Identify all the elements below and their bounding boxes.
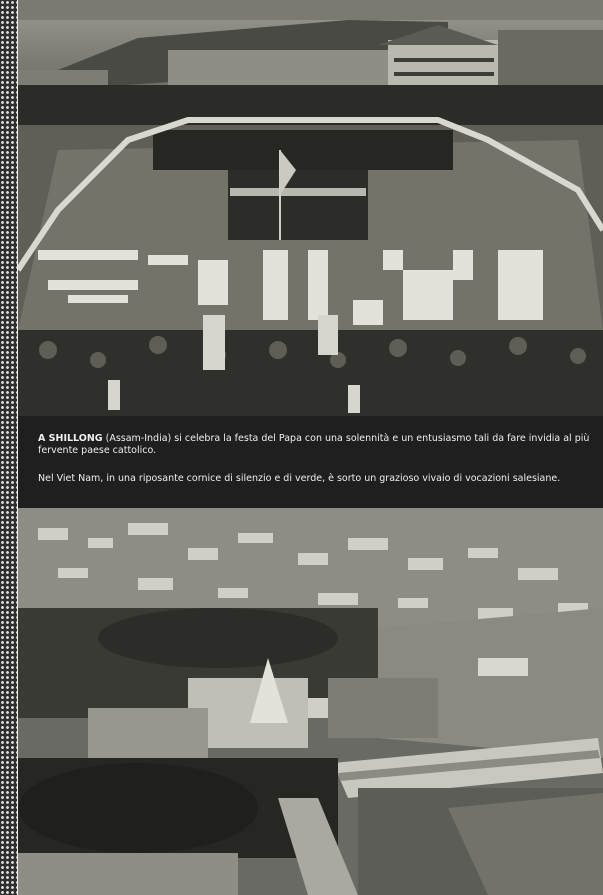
vietnam-aerial-photo <box>18 508 603 895</box>
caption-vietnam: Nel Viet Nam, in una riposante cornice di silenzio e di verde, è sorto un grazioso vivaio di vocazioni salesiane. <box>38 473 561 484</box>
shillong-celebration-photo <box>18 0 603 416</box>
halftone-border <box>0 0 17 895</box>
caption-shillong-text: (Assam-India) si celebra la festa del Papa con una solennità e un entusiasmo tali da fare invidia al più fervente paese cattolico. <box>38 433 590 456</box>
caption-shillong-lead: A SHILLONG <box>38 433 103 444</box>
caption-shillong <box>38 433 591 457</box>
caption-band <box>18 416 603 508</box>
